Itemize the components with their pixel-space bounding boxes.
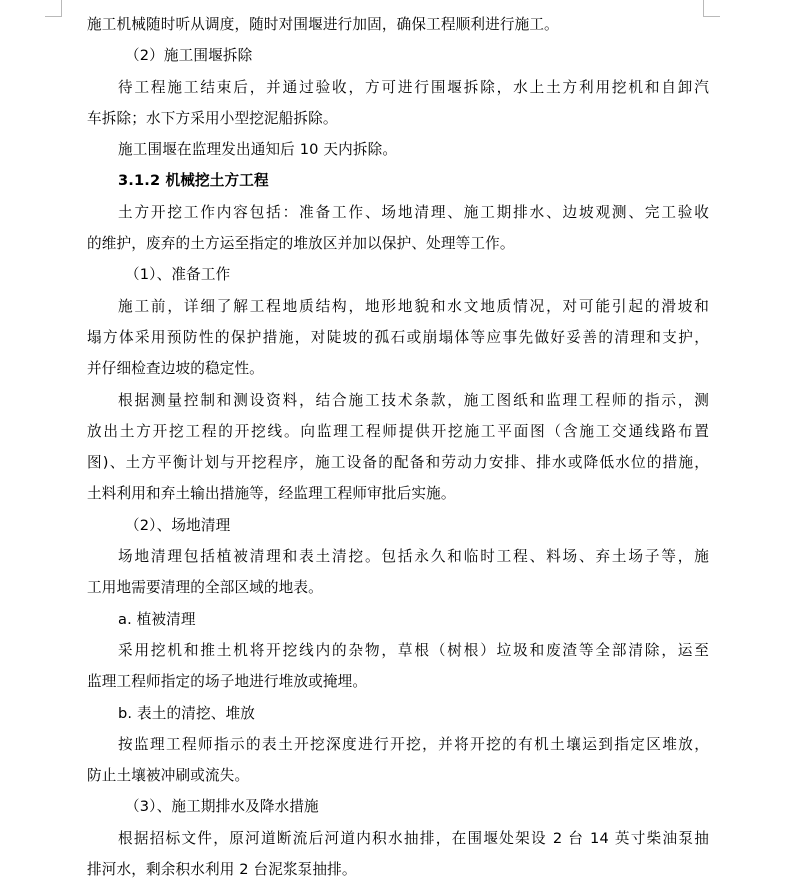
text-line: 施工机械随时听从调度，随时对围堰进行加固，确保工程顺利进行施工。: [87, 16, 559, 33]
crop-mark-top-left-vertical: [61, 0, 62, 17]
text-line: 根据招标文件，原河道断流后河道内积水抽排，在围堰处架设 2 台 14 英寸柴油泵抽: [118, 829, 709, 847]
subheading-site-clearing: （2）、场地清理: [125, 516, 231, 534]
text-line: 土料利用和弃土输出措施等，经监理工程师审批后实施。: [87, 485, 456, 503]
subheading-topsoil: b. 表土的清挖、堆放: [118, 704, 255, 722]
text-line: 的维护，废弃的土方运至指定的堆放区并加以保护、处理等工作。: [87, 235, 515, 253]
subheading-cofferdam-removal: （2）施工围堰拆除: [125, 47, 253, 65]
text-line: 施工围堰在监理发出通知后 10 天内拆除。: [118, 141, 398, 159]
text-line: 监理工程师指定的场子地进行堆放或掩埋。: [87, 673, 368, 691]
text-line: 图)、土方平衡计划与开挖程序，施工设备的配备和劳动力安排、排水或降低水位的措施，: [87, 454, 709, 472]
text-line: 场地清理包括植被清理和表土清挖。包括永久和临时工程、料场、弃土场子等，施: [118, 548, 709, 566]
text-line: 放出土方开挖工程的开挖线。向监理工程师提供开挖施工平面图（含施工交通线路布置: [87, 422, 709, 440]
subheading-vegetation-clearing: a. 植被清理: [118, 610, 196, 628]
text-line: 土方开挖工作内容包括：准备工作、场地清理、施工期排水、边坡观测、完工验收: [118, 203, 709, 221]
text-line: 施工前，详细了解工程地质结构，地形地貌和水文地质情况，对可能引起的滑坡和: [118, 297, 709, 315]
body-text: [87, 9, 709, 885]
text-line: 排河水，剩余积水利用 2 台泥浆泵抽排。: [87, 861, 357, 879]
text-line: 防止土壤被冲刷或流失。: [87, 767, 250, 785]
text-line: 按监理工程师指示的表土开挖深度进行开挖，并将开挖的有机土壤运到指定区堆放，: [118, 735, 709, 753]
text-line: 根据测量控制和测设资料，结合施工技术条款，施工图纸和监理工程师的指示，测: [118, 391, 709, 409]
subheading-preparation: （1）、准备工作: [125, 266, 231, 284]
text-line: 工用地需要清理的全部区域的地表。: [87, 579, 323, 597]
text-line: 并仔细检查边坡的稳定性。: [87, 360, 264, 378]
text-line: 塌方体采用预防性的保护措施，对陡坡的孤石或崩塌体等应事先做好妥善的清理和支护，: [87, 328, 709, 346]
crop-mark-top-left-horizontal: [45, 16, 62, 17]
text-line: 待工程施工结束后，并通过验收，方可进行围堰拆除，水上土方利用挖机和自卸汽: [118, 78, 709, 96]
subheading-drainage: （3）、施工期排水及降水措施: [125, 798, 319, 816]
text-line: 车拆除；水下方采用小型挖泥船拆除。: [87, 109, 338, 127]
section-heading: 3.1.2 机械挖土方工程: [118, 172, 269, 190]
text-line: 采用挖机和推土机将开挖线内的杂物，草根（树根）垃圾和废渣等全部清除，运至: [118, 641, 709, 659]
